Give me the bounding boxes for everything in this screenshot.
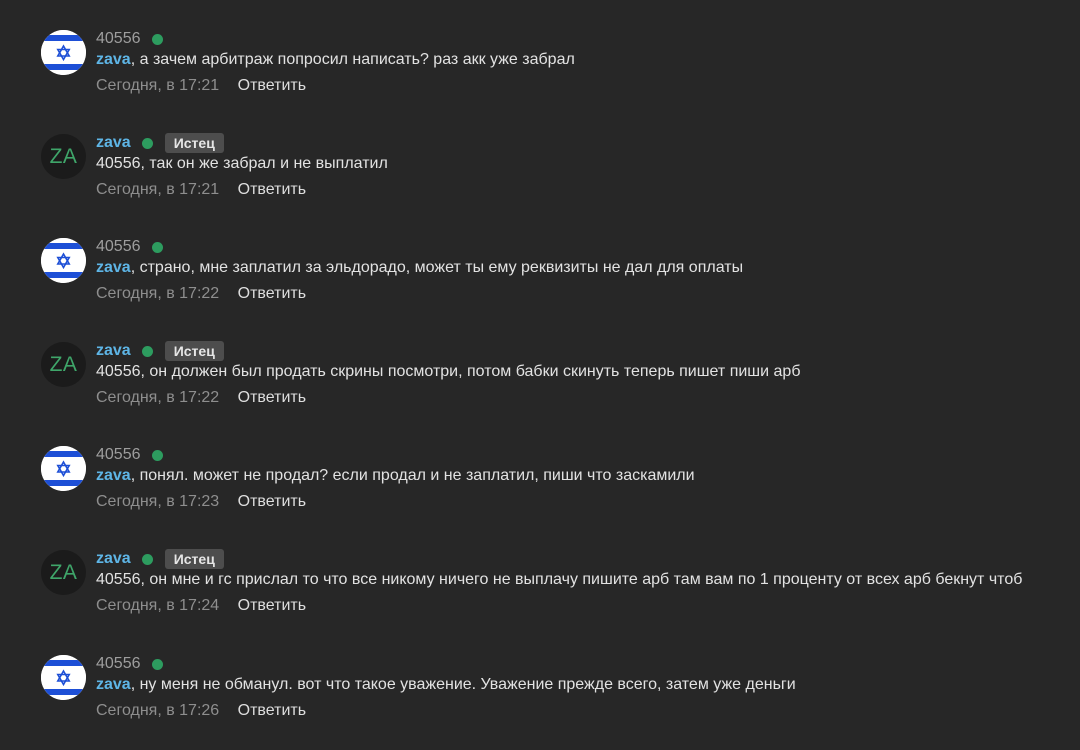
message-timestamp[interactable]: Сегодня, в 17:26 — [96, 702, 220, 719]
avatar[interactable] — [41, 446, 86, 491]
message-text — [96, 361, 1080, 383]
avatar[interactable] — [41, 238, 86, 283]
message-item — [0, 654, 1080, 744]
online-status-icon — [152, 450, 163, 461]
mention-link[interactable]: 40556 — [96, 363, 141, 380]
message-body: , так он же забрал и не выплатил — [140, 155, 388, 172]
message-item — [0, 237, 1080, 327]
message-text — [96, 569, 1080, 591]
message-timestamp[interactable]: Сегодня, в 17:24 — [96, 597, 220, 614]
reply-button[interactable]: Ответить — [237, 77, 307, 94]
message-timestamp[interactable]: Сегодня, в 17:21 — [96, 77, 220, 94]
author-name[interactable]: 40556 — [96, 30, 141, 47]
online-status-icon — [142, 554, 153, 565]
reply-button[interactable]: Ответить — [237, 181, 307, 198]
message-item — [0, 549, 1080, 639]
mention-link[interactable]: 40556 — [96, 571, 141, 588]
avatar[interactable]: ZA — [41, 134, 86, 179]
reply-button[interactable]: Ответить — [237, 285, 307, 302]
avatar[interactable]: ZA — [41, 550, 86, 595]
author-name[interactable]: zava — [96, 134, 131, 151]
author-name[interactable]: 40556 — [96, 238, 141, 255]
reply-button[interactable]: Ответить — [237, 702, 307, 719]
author-name[interactable]: zava — [96, 342, 131, 359]
message-item — [0, 341, 1080, 431]
avatar[interactable]: ZA — [41, 342, 86, 387]
author-name[interactable]: 40556 — [96, 446, 141, 463]
role-badge: Истец — [165, 341, 224, 361]
mention-link[interactable]: zava — [96, 259, 131, 276]
message-timestamp[interactable]: Сегодня, в 17:21 — [96, 181, 220, 198]
israel-flag-icon — [41, 238, 86, 283]
israel-flag-icon — [41, 30, 86, 75]
online-status-icon — [152, 242, 163, 253]
reply-button[interactable]: Ответить — [237, 389, 307, 406]
message-text — [96, 257, 1080, 279]
role-badge: Истец — [165, 549, 224, 569]
message-body: , страно, мне заплатил за эльдорадо, может ты ему реквизиты не дал для оплаты — [130, 259, 744, 276]
mention-link[interactable]: 40556 — [96, 155, 141, 172]
message-item — [0, 133, 1080, 223]
israel-flag-icon — [41, 655, 86, 700]
mention-link[interactable]: zava — [96, 51, 131, 68]
role-badge: Истец — [165, 133, 224, 153]
message-timestamp[interactable]: Сегодня, в 17:22 — [96, 389, 220, 406]
author-name[interactable]: 40556 — [96, 655, 141, 672]
message-text — [96, 465, 1080, 487]
message-body: , ну меня не обманул. вот что такое уважение. Уважение прежде всего, затем уже деньги — [130, 676, 796, 693]
message-body: , он должен был продать скрины посмотри, потом бабки скинуть теперь пишет пиши арб — [140, 363, 801, 380]
message-body: , понял. может не продал? если продал и не заплатил, пиши что заскамили — [130, 467, 695, 484]
message-text — [96, 49, 1080, 71]
author-name[interactable]: zava — [96, 550, 131, 567]
online-status-icon — [152, 34, 163, 45]
mention-link[interactable]: zava — [96, 467, 131, 484]
message-text — [96, 153, 1080, 175]
avatar[interactable] — [41, 30, 86, 75]
message-body: , а зачем арбитраж попросил написать? раз акк уже забрал — [130, 51, 575, 68]
message-timestamp[interactable]: Сегодня, в 17:23 — [96, 493, 220, 510]
message-timestamp[interactable]: Сегодня, в 17:22 — [96, 285, 220, 302]
reply-button[interactable]: Ответить — [237, 493, 307, 510]
message-text — [96, 674, 1080, 696]
israel-flag-icon — [41, 446, 86, 491]
online-status-icon — [142, 346, 153, 357]
message-item — [0, 29, 1080, 119]
reply-button[interactable]: Ответить — [237, 597, 307, 614]
message-item — [0, 445, 1080, 535]
online-status-icon — [142, 138, 153, 149]
message-body: , он мне и гс прислал то что все никому ничего не выплачу пишите арб там вам по 1 проценту от всех арб бекнут чтоб — [140, 571, 1023, 588]
avatar[interactable] — [41, 655, 86, 700]
online-status-icon — [152, 659, 163, 670]
mention-link[interactable]: zava — [96, 676, 131, 693]
